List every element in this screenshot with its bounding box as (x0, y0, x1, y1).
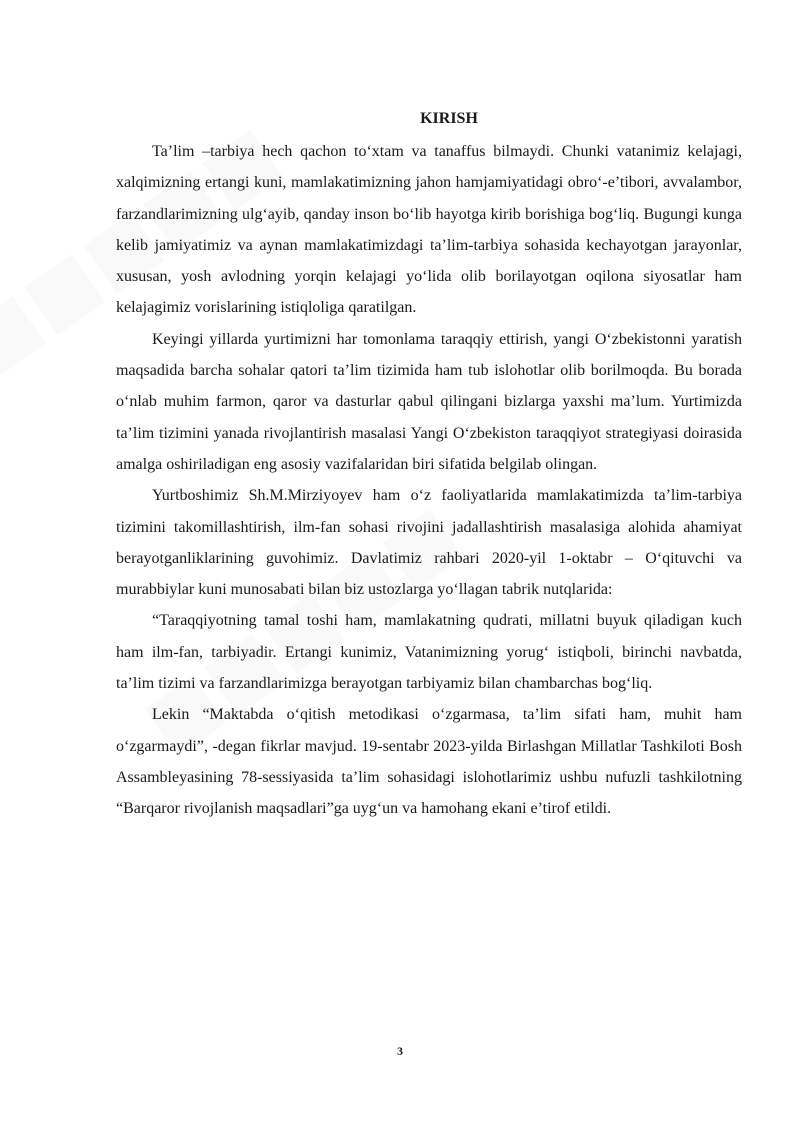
page-number: 3 (397, 1044, 403, 1058)
section-title: KIRISH (420, 110, 478, 127)
paragraph: Lekin “Maktabda o‘qitish metodikasi o‘zgarmasa, ta’lim sifati ham, muhit ham o‘zgarmaydi”, -degan fikrlar mavjud. 19-sentabr 2023-yilda Birlashgan Millatlar Tashkiloti Bosh Assambleyasining 78-sessiyasida ta’lim sohasidagi islohotlarimiz ushbu nufuzli tashkilotning “Barqaror rivojlanish maqsadlari”ga uyg‘un va hamohang ekani e’tirof etildi. (116, 706, 742, 818)
paragraph: “Taraqqiyotning tamal toshi ham, mamlakatning qudrati, millatni buyuk qiladigan kuch ham ilm-fan, tarbiyadir. Ertangi kunimiz, Vatanimizning yorug‘ istiqboli, birinchi navbatda, ta’lim tizimi va farzandlarimizga berayotgan tarbiyamiz bilan chambarchas bog‘liq. (116, 612, 742, 693)
paragraph: Keyingi yillarda yurtimizni har tomonlama taraqqiy ettirish, yangi O‘zbekistonni yaratish maqsadida barcha sohalar qatori ta’lim tizimida ham tub islohotlar olib borilmoqda. Bu borada o‘nlab muhim farmon, qaror va dasturlar qabul qilingani bizlarga yaxshi ma’lum. Yurtimizda ta’lim tizimini yanada rivojlantirish masalasi Yangi O‘zbekiston taraqqiyot strategiyasi doirasida amalga oshiriladigan eng asosiy vazifalaridan biri sifatida belgilab olingan. (116, 330, 742, 473)
paragraph: Yurtboshimiz Sh.M.Mirziyoyev ham o‘z faoliyatlarida mamlakatimizda ta’lim-tarbiya tizimini takomillashtirish, ilm-fan sohasi rivojini jadallashtirish masalasiga alohida ahamiyat berayotganliklarining guvohimiz. Davlatimiz rahbari 2020-yil 1-oktabr – O‘qituvchi va murabbiylar kuni munosabati bilan biz ustozlarga yo‘llagan tabrik nutqlarida: (116, 487, 742, 599)
document-page (116, 106, 742, 825)
paragraph: Ta’lim –tarbiya hech qachon to‘xtam va tanaffus bilmaydi. Chunki vatanimiz kelajagi, xalqimizning ertangi kuni, mamlakatimizning jahon hamjamiyatidagi obro‘-e’tibori, avvalambor, farzandlarimizning ulg‘ayib, qanday inson bo‘lib hayotga kirib borishiga bog‘liq. Bugungi kunga kelib jamiyatimiz va aynan mamlakatimizdagi ta’lim-tarbiya sohasida kechayotgan jarayonlar, xususan, yosh avlodning yorqin kelajagi yo‘lida olib borilayotgan oqilona siyosatlar ham kelajagimiz vorislarining istiqloliga qaratilgan. (116, 143, 742, 317)
